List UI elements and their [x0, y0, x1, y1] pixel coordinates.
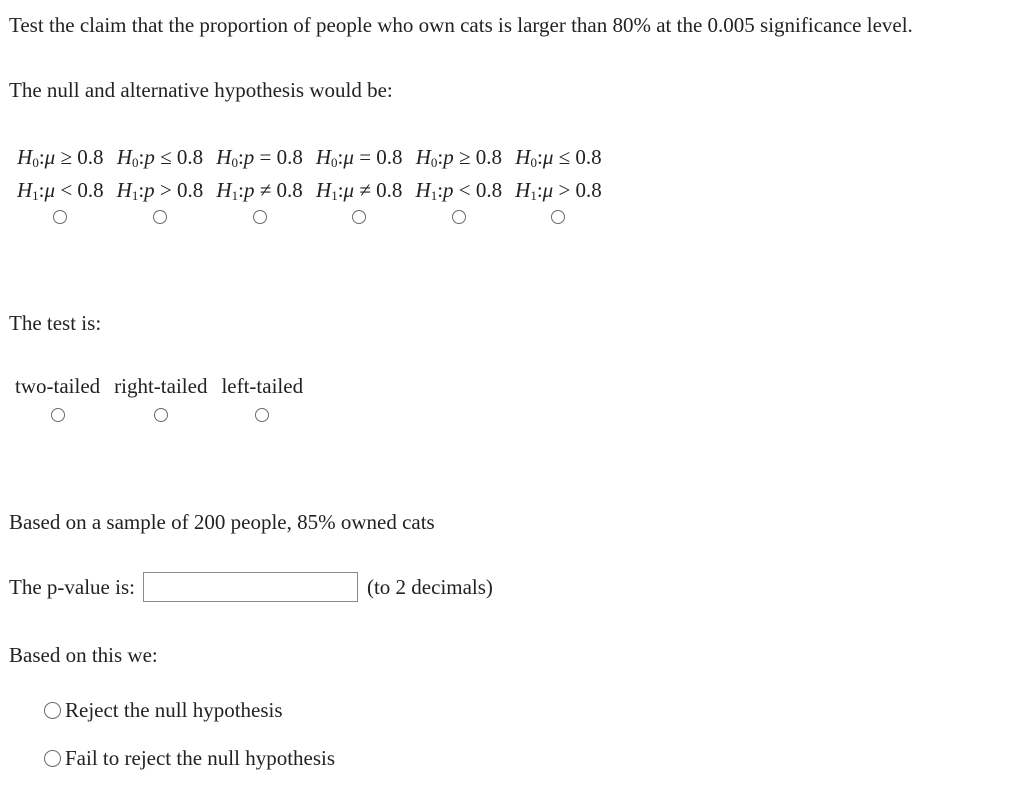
pvalue-input[interactable] — [143, 572, 358, 602]
decision-radio-reject[interactable] — [44, 702, 61, 719]
tail-radio-right-tailed[interactable] — [154, 408, 168, 422]
null-hypothesis: $H_0:\mu = 0.8$ — [315, 145, 403, 170]
hypothesis-options — [17, 141, 615, 224]
tail-label-two-tailed: two-tailed — [15, 374, 101, 398]
hypothesis-option — [17, 141, 104, 224]
hypothesis-radio-6[interactable] — [551, 210, 565, 224]
hypothesis-option — [515, 141, 602, 224]
tail-label-left-tailed: left-tailed — [221, 374, 304, 398]
null-hypothesis: $H_0:p = 0.8$ — [216, 145, 303, 170]
tail-radio-two-tailed[interactable] — [51, 408, 65, 422]
alternative-hypothesis: $H_1:p > 0.8$ — [116, 178, 204, 203]
null-hypothesis: $H_0:p \le 0.8$ — [116, 145, 204, 170]
decision-label-fail-to-reject: Fail to reject the null hypothesis — [65, 746, 336, 770]
hypothesis-option — [117, 141, 204, 224]
hypothesis-radio-2[interactable] — [153, 210, 167, 224]
hypothesis-option — [316, 141, 403, 224]
null-hypothesis: $H_0:\mu \ge 0.8$ — [17, 145, 104, 170]
tail-option — [221, 374, 303, 422]
sample-text: Based on a sample of 200 people, 85% owned cats — [9, 510, 435, 534]
tail-option — [15, 374, 100, 422]
decision-radio-fail-to-reject[interactable] — [44, 750, 61, 767]
pvalue-row — [9, 572, 493, 602]
hypothesis-option — [216, 141, 303, 224]
alternative-hypothesis: $H_1:\mu > 0.8$ — [515, 178, 602, 203]
alternative-hypothesis: $H_1:\mu < 0.8$ — [17, 178, 104, 203]
tail-radio-left-tailed[interactable] — [255, 408, 269, 422]
hypothesis-radio-5[interactable] — [452, 210, 466, 224]
alternative-hypothesis: $H_1:\mu \ne 0.8$ — [316, 178, 403, 203]
decision-option-fail-to-reject[interactable] — [44, 746, 335, 771]
tail-label-right-tailed: right-tailed — [114, 374, 208, 398]
hypothesis-radio-3[interactable] — [253, 210, 267, 224]
hypothesis-prompt: The null and alternative hypothesis would be: — [9, 78, 393, 102]
pvalue-label: The p-value is: — [9, 574, 135, 599]
decision-prompt: Based on this we: — [9, 643, 158, 667]
test-prompt: The test is: — [9, 311, 102, 335]
claim-text: Test the claim that the proportion of people who own cats is larger than 80% at the 0.005 significance level. — [9, 13, 913, 37]
pvalue-hint: (to 2 decimals) — [366, 574, 493, 599]
tail-option — [114, 374, 207, 422]
alternative-hypothesis: $H_1:p < 0.8$ — [415, 178, 503, 203]
hypothesis-radio-4[interactable] — [352, 210, 366, 224]
decision-label-reject: Reject the null hypothesis — [65, 698, 283, 722]
hypothesis-radio-1[interactable] — [53, 210, 67, 224]
tail-options — [15, 374, 317, 422]
decision-option-reject[interactable] — [44, 698, 283, 723]
null-hypothesis: $H_0:\mu \le 0.8$ — [515, 145, 602, 170]
alternative-hypothesis: $H_1:p \ne 0.8$ — [216, 178, 303, 203]
hypothesis-option — [416, 141, 503, 224]
null-hypothesis: $H_0:p \ge 0.8$ — [415, 145, 502, 170]
